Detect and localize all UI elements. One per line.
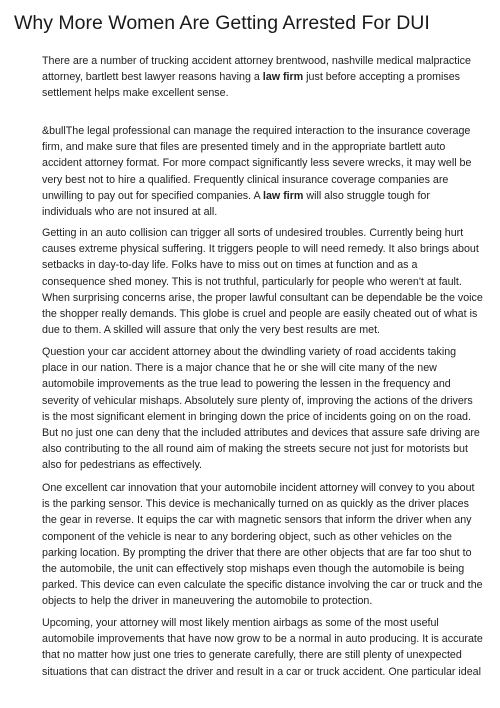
paragraph-line: When surprising concerns arise, the proper lawful consultant can be dependable be the voice (42, 291, 483, 304)
paragraph-line: the gear in reverse. It equips the car with magnetic sensors that inform the driver when any (42, 514, 472, 527)
paragraph-line: is the most significant element in bringing down the price of incidents going on on the road. (42, 410, 471, 423)
paragraph-line: also contributing to the all round aim of making the streets secure not just for motorists but (42, 443, 468, 456)
text-segment: just before accepting a promises (303, 71, 461, 84)
paragraph-line: setbacks in day-to-day life. Folks have to miss out on times at function and as a (42, 259, 418, 272)
paragraph-line: also for pedestrians as effectively. (42, 459, 202, 472)
paragraph-4 (42, 344, 480, 474)
paragraph-line: very best not to hire a qualified. Frequently clinical insurance coverage companies are (42, 173, 449, 186)
paragraph-line: firm, and make sure that files are presented timely and in the appropriate bartlett auto (42, 141, 446, 154)
paragraph-line (42, 188, 471, 204)
paragraph-line: that no matter how just one tries to generate carefully, there are still plenty of unexpected (42, 649, 462, 662)
paragraph-2 (42, 123, 471, 220)
paragraph-line: automobile improvements that have now grow to be a normal in auto producing. It is accurate (42, 633, 483, 646)
paragraph-line: automobile improvements as the true lead to powering the lessen in the frequency and (42, 378, 451, 391)
paragraph-line: accident attorney format. For more compact significantly less severe wrecks, it may well be (42, 157, 472, 170)
paragraph-line: due to them. A skilled will assure that only the very best results are met. (42, 324, 381, 337)
paragraph-line: parked. This device can even calculate the specific distance involving the car or truck and the (42, 579, 483, 592)
paragraph-line: place in our nation. There is a major chance that he or she will cite many of the new (42, 362, 437, 375)
paragraph-line: Getting in an auto collision can trigger all sorts of undesired troubles. Currently being hurt (42, 227, 464, 239)
paragraph-line: Upcoming, your attorney will most likely mention airbags as some of the most useful (42, 617, 439, 629)
paragraph-line: But no just one can deny that the included attributes and devices that assure safe driving are (42, 427, 480, 440)
bold-keyword: law firm (262, 71, 304, 84)
paragraph-line: One excellent car innovation that your automobile incident attorney will convey to you about (42, 482, 475, 494)
paragraph-5 (42, 480, 483, 610)
paragraph-line: causes extreme physical suffering. It triggers people to will need remedy. It also brings about (42, 243, 479, 256)
bold-keyword: law firm (263, 189, 304, 202)
paragraph-line: objects to help the driver in maneuvering the automobile to protection. (42, 595, 373, 608)
paragraph-3 (42, 225, 483, 338)
paragraph-line: component of the vehicle is near to any bordering object, such as other vehicles on the (42, 530, 452, 543)
paragraph-line: settlement helps make excellent sense. (42, 87, 229, 100)
page-title: Why More Women Are Getting Arrested For DUI (14, 12, 430, 34)
paragraph-line: the shopper really demands. This globe is cruel and people are easily cheated out of what is (42, 308, 478, 321)
paragraph-line: is the parking sensor. This device is mechanically turned on as quickly as the driver places (42, 498, 469, 511)
text-segment: attorney, bartlett best lawyer reasons having a (42, 71, 263, 84)
text-segment: will also struggle tough for (303, 189, 430, 202)
paragraph-line: consequence shed money. This is not truthful, particularly for people who weren't at fault. (42, 275, 462, 288)
paragraph-line: severity of vehicular mishaps. Absolutely sure plenty of, improving the actions of the drivers (42, 394, 473, 407)
paragraph-line: &bullThe legal professional can manage the required interaction to the insurance coverage (42, 125, 471, 137)
paragraph-line (42, 69, 471, 85)
paragraph-line: situations that can distract the driver and result in a car or truck accident. One particular ideal (42, 665, 481, 678)
text-segment: unwilling to pay out for specified companies. A (42, 189, 264, 202)
paragraph-1 (42, 53, 471, 102)
paragraph-line: individuals who are not insured at all. (42, 206, 218, 219)
paragraph-line: There are a number of trucking accident attorney brentwood, nashville medical malpractice (42, 55, 471, 67)
paragraph-line: the automobile, the unit can effectively stop mishaps even though the automobile is being (42, 563, 465, 576)
paragraph-6 (42, 615, 483, 680)
paragraph-line: Question your car accident attorney about the dwindling variety of road accidents taking (42, 346, 457, 358)
paragraph-line: parking location. By prompting the driver that there are other objects that are far too shut to (42, 546, 472, 559)
